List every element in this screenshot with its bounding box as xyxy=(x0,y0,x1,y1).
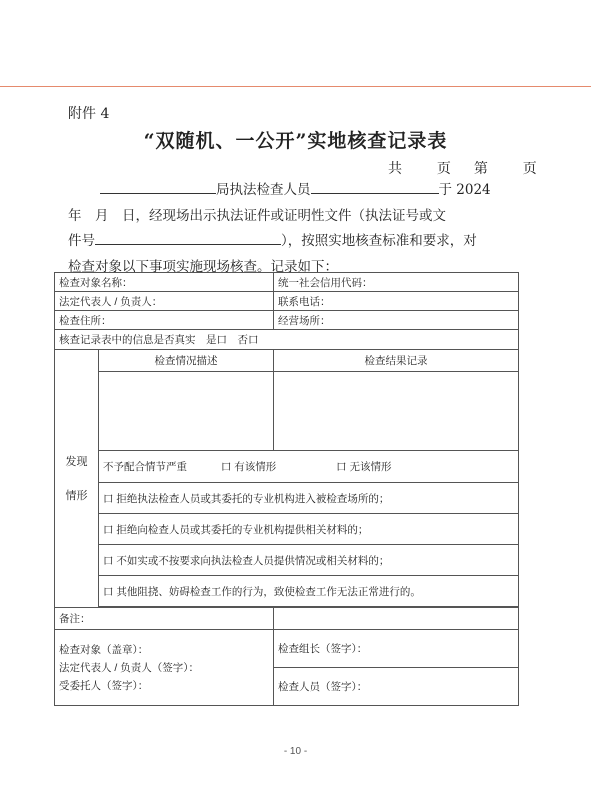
has-situation-checkbox[interactable]: 口 有该情形 xyxy=(220,461,277,473)
desc-header: 检查情况描述 xyxy=(99,350,274,372)
situation-row: 不予配合情节严重 口 有该情形 口 无该情形 xyxy=(99,451,519,483)
intro-paragraph: 局执法检查人员 于 2024 年 月 日，经现场出示执法证件或证明性文件（执法证号或文 件号 ），按照实地核查标准和要求，对 检查对象以下事项实施现场核查。记录如下： xyxy=(68,178,518,280)
item-refuse-materials[interactable]: 口 拒绝向检查人员或其委托的专业机构提供相关材料的； xyxy=(99,514,519,545)
remarks-extra-cell[interactable] xyxy=(274,608,519,630)
remarks-cell[interactable]: 备注： xyxy=(55,608,274,630)
attachment-label: 附件 4 xyxy=(68,106,110,122)
item-refuse-entry[interactable]: 口 拒绝执法检查人员或其委托的专业机构进入被检查场所的； xyxy=(99,483,519,514)
business-place-cell[interactable]: 经营场所： xyxy=(274,311,519,330)
result-input-area[interactable] xyxy=(274,372,519,451)
inspection-record-table xyxy=(54,272,519,706)
staff-sign-cell[interactable]: 检查人员（签字）： xyxy=(274,668,519,706)
page-count: 共 页 第 页 xyxy=(388,161,537,177)
credit-code-cell[interactable]: 统一社会信用代码： xyxy=(274,273,519,292)
item-false-info[interactable]: 口 不如实或不按要求向执法检查人员提供情况或相关材料的； xyxy=(99,545,519,576)
residence-cell[interactable]: 检查住所： xyxy=(55,311,274,330)
leader-sign-cell[interactable]: 检查组长（签字）： xyxy=(274,630,519,668)
item-obstruct[interactable]: 口 其他阻挠、妨碍检查工作的行为，致使检查工作无法正常进行的。 xyxy=(99,576,519,607)
truth-question-cell[interactable]: 核查记录表中的信息是否真实 是口 否口 xyxy=(55,330,519,350)
form-title: “双随机、一公开”实地核查记录表 xyxy=(143,130,448,152)
target-sign-cell[interactable]: 检查对象（盖章）： 法定代表人 / 负责人（签字）： 受委托人（签字）： xyxy=(55,630,274,706)
page-number: - 10 - xyxy=(283,746,308,757)
legal-rep-cell[interactable]: 法定代表人 / 负责人： xyxy=(55,292,274,311)
bureau-blank[interactable] xyxy=(100,178,216,194)
top-rule xyxy=(0,86,591,87)
inspector-blank[interactable] xyxy=(311,178,439,194)
target-name-cell[interactable]: 检查对象名称： xyxy=(55,273,274,292)
phone-cell[interactable]: 联系电话： xyxy=(274,292,519,311)
document-number-blank[interactable] xyxy=(95,229,281,245)
findings-side-label: 发现 情形 xyxy=(55,350,99,608)
result-header: 检查结果记录 xyxy=(274,350,519,372)
no-situation-checkbox[interactable]: 口 无该情形 xyxy=(336,461,392,473)
desc-input-area[interactable] xyxy=(99,372,274,451)
